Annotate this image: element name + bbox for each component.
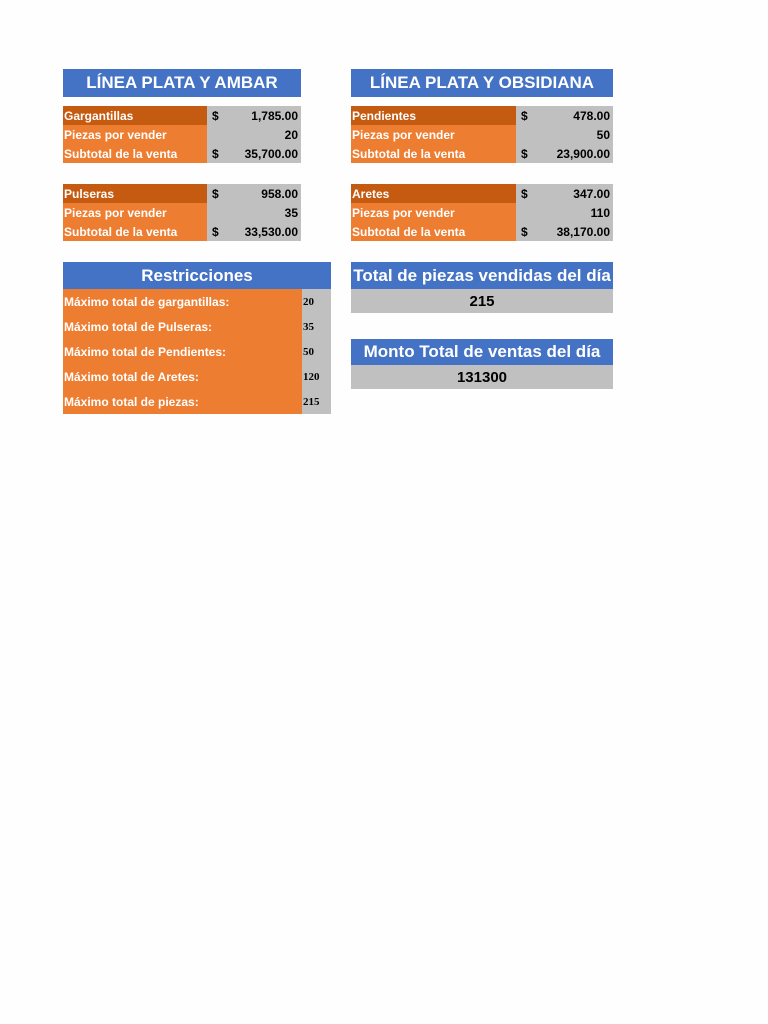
empty-cell[interactable]: [516, 125, 541, 144]
obsidiana-line-header: LÍNEA PLATA Y OBSIDIANA: [351, 69, 613, 97]
subtotal-row: [351, 144, 613, 163]
monto-total-header: Monto Total de ventas del día: [351, 339, 613, 365]
product-name-cell[interactable]: Pendientes: [351, 106, 516, 125]
pieces-value-cell[interactable]: 35: [232, 203, 301, 222]
subtotal-value-cell[interactable]: 23,900.00: [541, 144, 613, 163]
subtotal-value-cell[interactable]: 38,170.00: [541, 222, 613, 241]
product-price-row: [63, 106, 301, 125]
currency-cell[interactable]: $: [207, 222, 232, 241]
restriction-value-cell[interactable]: 50: [302, 339, 331, 364]
restriction-row: [63, 389, 331, 414]
restricciones-table: [63, 289, 331, 414]
pieces-row: [351, 125, 613, 144]
currency-cell[interactable]: $: [516, 106, 541, 125]
pieces-label-cell[interactable]: Piezas por vender: [63, 125, 207, 144]
empty-cell[interactable]: [207, 203, 232, 222]
subtotal-row: [351, 222, 613, 241]
product-name-cell[interactable]: Gargantillas: [63, 106, 207, 125]
pieces-row: [63, 203, 301, 222]
product-price-row: [351, 106, 613, 125]
price-cell[interactable]: 347.00: [541, 184, 613, 203]
currency-cell[interactable]: $: [207, 144, 232, 163]
subtotal-label-cell[interactable]: Subtotal de la venta: [351, 222, 516, 241]
restriction-label-cell[interactable]: Máximo total de gargantillas:: [63, 289, 302, 314]
restriction-label-cell[interactable]: Máximo total de Aretes:: [63, 364, 302, 389]
currency-cell[interactable]: $: [516, 144, 541, 163]
currency-cell[interactable]: $: [516, 184, 541, 203]
subtotal-value-cell[interactable]: 33,530.00: [232, 222, 301, 241]
price-cell[interactable]: 1,785.00: [232, 106, 301, 125]
pieces-row: [351, 203, 613, 222]
ambar-product2-block: [63, 184, 301, 241]
obsidiana-product1-block: [351, 106, 613, 163]
pieces-row: [63, 125, 301, 144]
monto-total-value[interactable]: 131300: [351, 365, 613, 389]
pieces-label-cell[interactable]: Piezas por vender: [63, 203, 207, 222]
restriction-label-cell[interactable]: Máximo total de Pulseras:: [63, 314, 302, 339]
product-name-cell[interactable]: Pulseras: [63, 184, 207, 203]
restriction-row: [63, 339, 331, 364]
subtotal-label-cell[interactable]: Subtotal de la venta: [63, 222, 207, 241]
total-piezas-header: Total de piezas vendidas del día: [351, 262, 613, 289]
restriction-row: [63, 289, 331, 314]
restriction-value-cell[interactable]: 35: [302, 314, 331, 339]
price-cell[interactable]: 478.00: [541, 106, 613, 125]
restriction-row: [63, 314, 331, 339]
restriction-row: [63, 364, 331, 389]
subtotal-label-cell[interactable]: Subtotal de la venta: [63, 144, 207, 163]
empty-cell[interactable]: [207, 125, 232, 144]
ambar-line-header: LÍNEA PLATA Y AMBAR: [63, 69, 301, 97]
empty-cell[interactable]: [516, 203, 541, 222]
restriction-label-cell[interactable]: Máximo total de Pendientes:: [63, 339, 302, 364]
pieces-label-cell[interactable]: Piezas por vender: [351, 125, 516, 144]
subtotal-label-cell[interactable]: Subtotal de la venta: [351, 144, 516, 163]
restriction-value-cell[interactable]: 20: [302, 289, 331, 314]
currency-cell[interactable]: $: [207, 106, 232, 125]
product-price-row: [63, 184, 301, 203]
restriction-value-cell[interactable]: 120: [302, 364, 331, 389]
subtotal-value-cell[interactable]: 35,700.00: [232, 144, 301, 163]
product-name-cell[interactable]: Aretes: [351, 184, 516, 203]
restriction-label-cell[interactable]: Máximo total de piezas:: [63, 389, 302, 414]
pieces-value-cell[interactable]: 50: [541, 125, 613, 144]
total-piezas-value[interactable]: 215: [351, 289, 613, 313]
obsidiana-product2-block: [351, 184, 613, 241]
currency-cell[interactable]: $: [207, 184, 232, 203]
pieces-label-cell[interactable]: Piezas por vender: [351, 203, 516, 222]
pieces-value-cell[interactable]: 20: [232, 125, 301, 144]
ambar-product1-block: [63, 106, 301, 163]
product-price-row: [351, 184, 613, 203]
price-cell[interactable]: 958.00: [232, 184, 301, 203]
restriction-value-cell[interactable]: 215: [302, 389, 331, 414]
restricciones-header: Restricciones: [63, 262, 331, 289]
currency-cell[interactable]: $: [516, 222, 541, 241]
subtotal-row: [63, 222, 301, 241]
subtotal-row: [63, 144, 301, 163]
pieces-value-cell[interactable]: 110: [541, 203, 613, 222]
